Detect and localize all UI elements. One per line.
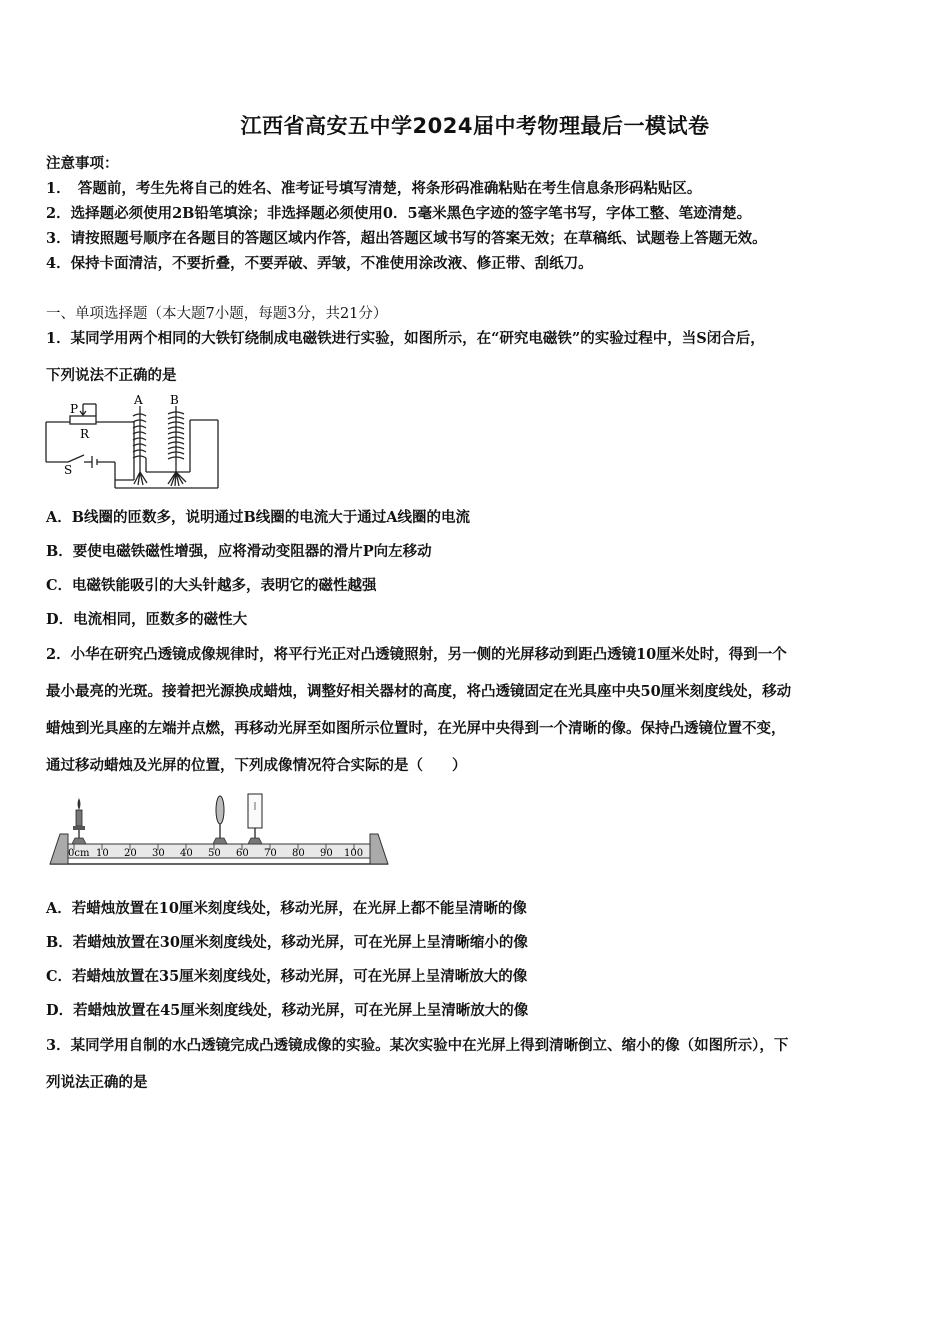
notice-item: 4．保持卡面清洁，不要折叠，不要弄破、弄皱，不准使用涂改液、修正带、刮纸刀。 xyxy=(46,255,593,272)
scale-tick-label: 40 xyxy=(180,848,193,859)
scale-tick-label: 90 xyxy=(320,848,333,859)
section-heading: 一、单项选择题（本大题7小题，每题3分，共21分） xyxy=(46,306,388,322)
scale-tick-label: 30 xyxy=(152,848,165,859)
notice-heading: 注意事项： xyxy=(46,155,119,172)
q1-option-b: B．要使电磁铁磁性增强，应将滑动变阻器的滑片P向左移动 xyxy=(46,543,432,560)
q1-stem-line1: 1．某同学用两个相同的大铁钉绕制成电磁铁进行实验，如图所示，在“研究电磁铁”的实验过程中，当S闭合后， xyxy=(46,330,765,347)
scale-tick-label: 100 xyxy=(344,848,364,859)
switch-label: S xyxy=(64,463,73,477)
rheostat-slider-label: P xyxy=(70,402,79,416)
q2-stem-line: 2．小华在研究凸透镜成像规律时，将平行光正对凸透镜照射，另一侧的光屏移动到距凸透镜10厘米处时，得到一个 xyxy=(46,646,787,663)
q1-stem-line2: 下列说法不正确的是 xyxy=(46,367,177,384)
q1-option-d: D．电流相同，匝数多的磁性大 xyxy=(46,611,248,628)
q1-option-c: C．电磁铁能吸引的大头针越多，表明它的磁性越强 xyxy=(46,577,377,594)
q2-option-d: D．若蜡烛放置在45厘米刻度线处，移动光屏，可在光屏上呈清晰放大的像 xyxy=(46,1002,529,1019)
q3-stem-line2: 列说法正确的是 xyxy=(46,1074,148,1091)
notice-item: 3．请按照题号顺序在各题目的答题区域内作答，超出答题区域书写的答案无效；在草稿纸、试题卷上答题无效。 xyxy=(46,230,767,247)
coil-b-label: B xyxy=(170,393,179,407)
q1-option-a: A．B线圈的匝数多，说明通过B线圈的电流大于通过A线圈的电流 xyxy=(46,509,471,526)
q2-optical-bench-figure xyxy=(46,790,392,872)
coil-a-label: A xyxy=(134,393,143,407)
q3-stem-line1: 3．某同学用自制的水凸透镜完成凸透镜成像的实验。某次实验中在光屏上得到清晰倒立、缩小的像（如图所示），下 xyxy=(46,1037,789,1054)
scale-tick-label: 70 xyxy=(264,848,277,859)
scale-start-label: 0cm xyxy=(68,848,90,859)
scale-tick-label: 10 xyxy=(96,848,109,859)
scale-tick-label: 20 xyxy=(124,848,137,859)
scale-tick-label: 60 xyxy=(236,848,249,859)
page-title: 江西省高安五中学2024届中考物理最后一模试卷 xyxy=(240,114,710,138)
q2-option-c: C．若蜡烛放置在35厘米刻度线处，移动光屏，可在光屏上呈清晰放大的像 xyxy=(46,968,528,985)
notice-item: 2．选择题必须使用2B铅笔填涂；非选择题必须使用0．5毫米黑色字迹的签字笔书写，字体工整、笔迹清楚。 xyxy=(46,205,752,222)
q2-option-a: A．若蜡烛放置在10厘米刻度线处，移动光屏，在光屏上都不能呈清晰的像 xyxy=(46,900,527,917)
q1-circuit-figure xyxy=(40,392,225,494)
convex-lens xyxy=(213,796,227,844)
light-screen xyxy=(248,794,262,844)
q2-stem-line: 最小最亮的光斑。接着把光源换成蜡烛，调整好相关器材的高度，将凸透镜固定在光具座中央50厘米刻度线处，移动 xyxy=(46,683,792,700)
q2-stem-line: 通过移动蜡烛及光屏的位置，下列成像情况符合实际的是（ ） xyxy=(46,757,467,774)
scale-tick-label: 80 xyxy=(292,848,305,859)
candle xyxy=(72,798,86,844)
scale-tick-label: 50 xyxy=(208,848,221,859)
q2-option-b: B．若蜡烛放置在30厘米刻度线处，移动光屏，可在光屏上呈清晰缩小的像 xyxy=(46,934,528,951)
q2-stem-line: 蜡烛到光具座的左端并点燃，再移动光屏至如图所示位置时，在光屏中央得到一个清晰的像。保持凸透镜位置不变， xyxy=(46,720,786,737)
rheostat-label: R xyxy=(80,427,90,441)
notice-item: 1． 答题前，考生先将自己的姓名、准考证号填写清楚，将条形码准确粘贴在考生信息条形码粘贴区。 xyxy=(46,180,702,197)
